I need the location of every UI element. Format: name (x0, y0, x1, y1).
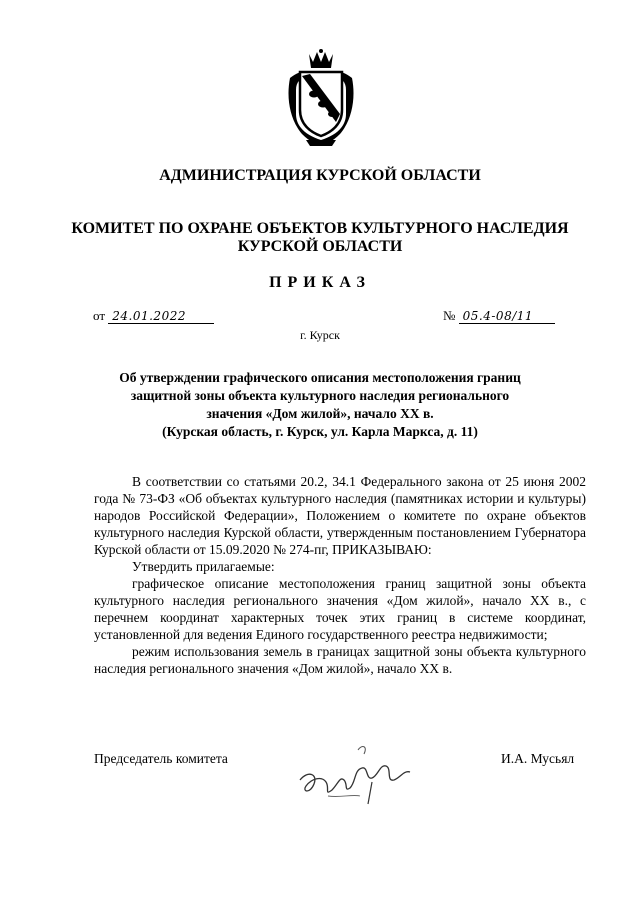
approved-item-2: режим использования земель в границах защитной зоны объекта культурного наследия регионального значения «Дом жилой», начало XX в. (94, 644, 586, 676)
approved-item-1: графическое описание местоположения границ защитной зоны объекта культурного наследия регионального значения «Дом жилой», начало XX в., с перечнем координат характерных точек этих границ в системе координат, установленной для ведения Единого государственного реестра недвижимости; (94, 576, 586, 642)
preamble-paragraph: В соответствии со статьями 20.2, 34.1 Федерального закона от 25 июня 2002 года № 73-ФЗ «Об объектах культурного наследия (памятниках истории и культуры) народов Российской Федерации», Положением о комитете по охране объектов культурного наследия Курской области, утвержденным постановлением Губернатора Курской области от 15.09.2020 № 274-пг, ПРИКАЗЫВАЮ: (94, 474, 586, 557)
signer-role: Председатель комитета (94, 751, 228, 766)
committee-title-line1: КОМИТЕТ ПО ОХРАНЕ ОБЪЕКТОВ КУЛЬТУРНОГО НАСЛЕДИЯ (71, 220, 569, 237)
coat-of-arms-icon (282, 48, 360, 148)
handwritten-signature (288, 730, 428, 810)
subject-line3: значения «Дом жилой», начало XX в. (206, 406, 434, 421)
signer-name: И.А. Мусьял (501, 751, 575, 766)
order-body (94, 473, 586, 677)
subject-line4: (Курская область, г. Курск, ул. Карла Маркса, д. 11) (162, 424, 478, 439)
date-prefix: от (93, 308, 106, 323)
approve-paragraph: Утвердить прилагаемые: (132, 559, 275, 574)
date-value: 24.01.2022 (108, 309, 214, 324)
committee-title (60, 220, 580, 256)
order-subject (100, 369, 540, 441)
subject-line2: защитной зоны объекта культурного наследия регионального (130, 388, 510, 403)
order-date (93, 308, 214, 324)
number-prefix: № (443, 308, 456, 323)
committee-title-line2: КУРСКОЙ ОБЛАСТИ (237, 238, 403, 255)
order-title: ПРИКАЗ (269, 274, 371, 291)
order-number (443, 308, 555, 324)
subject-line1: Об утверждении графического описания местоположения границ (119, 370, 521, 385)
administration-title: АДМИНИСТРАЦИЯ КУРСКОЙ ОБЛАСТИ (159, 167, 481, 184)
city: г. Курск (300, 328, 340, 342)
number-value: 05.4-08/11 (459, 309, 555, 324)
